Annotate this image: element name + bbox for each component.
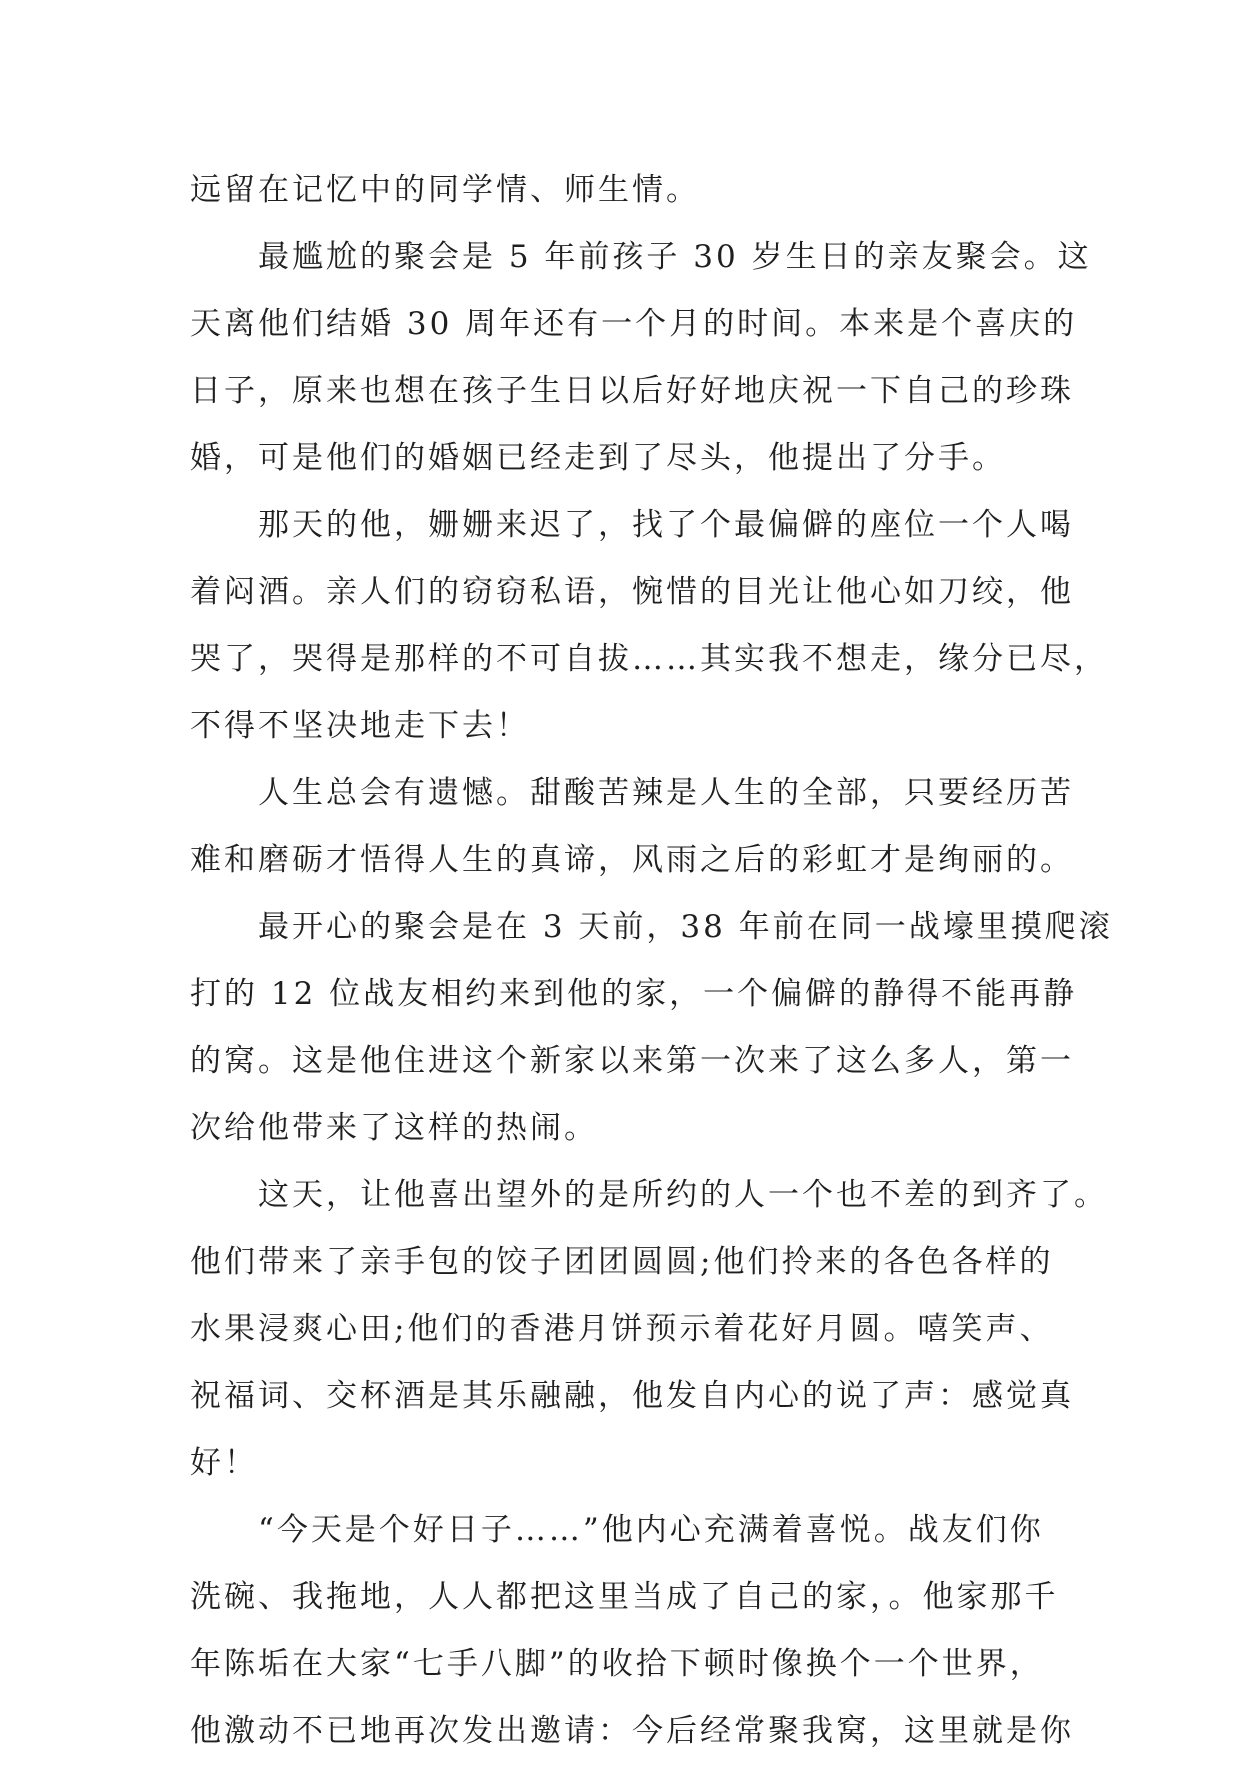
text-line: 天离他们结婚 30 周年还有一个月的时间。本来是个喜庆的 <box>190 306 1078 342</box>
text-line: 洗碗、我拖地，人人都把这里当成了自己的家，。他家那千 <box>190 1579 1059 1615</box>
text-line: 打的 12 位战友相约来到他的家，一个偏僻的静得不能再静 <box>190 976 1078 1012</box>
text-line: 年陈垢在大家“七手八脚”的收拾下顿时像换个一个世界， <box>190 1646 1044 1682</box>
text-line: 水果浸爽心田;他们的香港月饼预示着花好月圆。嘻笑声、 <box>190 1311 1054 1347</box>
text-line: 好！ <box>190 1445 258 1481</box>
text-line: 祝福词、交杯酒是其乐融融，他发自内心的说了声：感觉真 <box>190 1378 1074 1414</box>
text-line: 哭了，哭得是那样的不可自拔……其实我不想走，缘分已尽， <box>190 641 1108 677</box>
text-line: 婚，可是他们的婚姻已经走到了尽头，他提出了分手。 <box>190 440 1006 476</box>
paragraph-first-line: 最开心的聚会是在 3 天前，38 年前在同一战壕里摸爬滚 <box>258 909 1113 945</box>
paragraph-first-line: 人生总会有遗憾。甜酸苦辣是人生的全部，只要经历苦 <box>258 775 1074 811</box>
paragraph-first-line: 最尴尬的聚会是 5 年前孩子 30 岁生日的亲友聚会。这 <box>258 239 1092 275</box>
paragraph-first-line: “今天是个好日子……”他内心充满着喜悦。战友们你 <box>258 1512 1044 1548</box>
paragraph-first-line: 那天的他，姗姗来迟了，找了个最偏僻的座位一个人喝 <box>258 507 1074 543</box>
paragraph-first-line: 这天，让他喜出望外的是所约的人一个也不差的到齐了。 <box>258 1177 1108 1213</box>
text-line: 的窝。这是他住进这个新家以来第一次来了这么多人，第一 <box>190 1043 1074 1079</box>
text-line: 远留在记忆中的同学情、师生情。 <box>190 172 700 208</box>
text-line: 次给他带来了这样的热闹。 <box>190 1110 598 1146</box>
document-body <box>190 157 1113 1765</box>
text-line: 着闷酒。亲人们的窃窃私语，惋惜的目光让他心如刀绞，他 <box>190 574 1074 610</box>
text-line: 他激动不已地再次发出邀请：今后经常聚我窝，这里就是你 <box>190 1713 1074 1749</box>
text-line: 日子，原来也想在孩子生日以后好好地庆祝一下自己的珍珠 <box>190 373 1074 409</box>
text-line: 难和磨砺才悟得人生的真谛，风雨之后的彩虹才是绚丽的。 <box>190 842 1074 878</box>
text-line: 不得不坚决地走下去！ <box>190 708 530 744</box>
text-line: 他们带来了亲手包的饺子团团圆圆;他们拎来的各色各样的 <box>190 1244 1054 1280</box>
